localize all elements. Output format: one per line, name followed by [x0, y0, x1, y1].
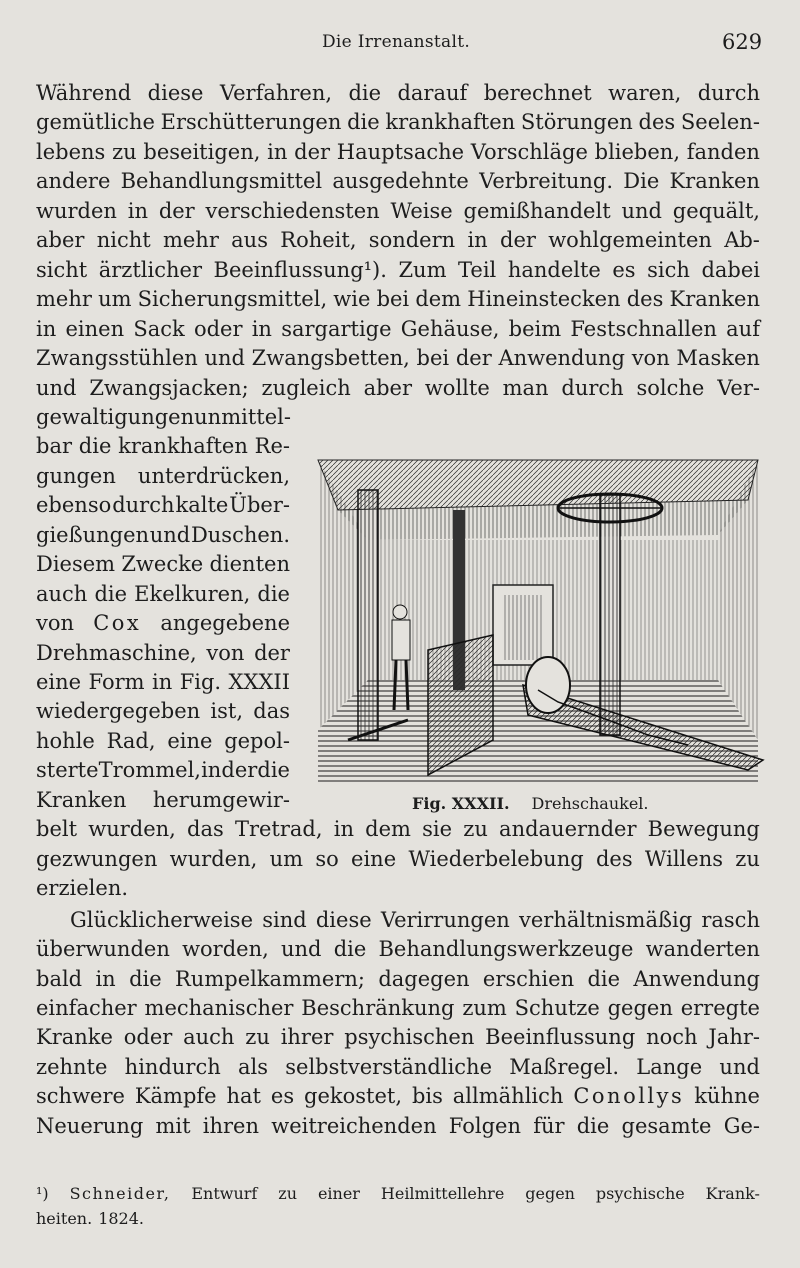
figure-caption: [412, 794, 648, 813]
text-line: Diesem Zwecke dienten: [36, 552, 290, 577]
text-line: in einen Sack oder in sargartige Gehäuse, beim Festschnallen auf: [36, 316, 760, 341]
text-line: mehr um Sicherungsmittel, wie bei dem Hineinstecken des Kranken: [36, 287, 760, 312]
text-line: andere Behandlungsmittel ausgedehnte Verbreitung. Die Kranken: [36, 169, 760, 194]
text-line: erzielen.: [36, 876, 129, 901]
text-line: Kranke oder auch zu ihrer psychischen Beeinflussung noch Jahr-: [36, 1025, 760, 1050]
text-line: aber nicht mehr aus Roheit, sondern in der wohlgemeinten Ab-: [36, 228, 760, 253]
text-line: Drehmaschine, von der: [36, 640, 290, 665]
text-line: eine Form in Fig. XXXII: [36, 670, 290, 694]
text-line: gungen unterdrücken,: [36, 463, 290, 488]
text-line: Zwangsstühlen und Zwangsbetten, bei der Anwendung von Masken: [36, 346, 760, 371]
text-line: gießungen und Duschen.: [36, 522, 290, 547]
figure-title: Drehschaukel.: [531, 794, 649, 813]
figure-number: Fig. XXXII.: [412, 794, 510, 813]
page-header: [0, 32, 800, 62]
running-title: Die Irrenanstalt.: [322, 32, 471, 52]
text-line: überwunden worden, und die Behandlungswerkzeuge wanderten: [36, 937, 760, 962]
text-line: von Cox angegebene: [36, 611, 290, 636]
footnote-line: heiten. 1824.: [36, 1209, 144, 1228]
text-line: lebens zu beseitigen, in der Hauptsache Vorschläge blieben, fanden: [36, 139, 760, 164]
text-line: Während diese Verfahren, die darauf berechnet waren, durch: [36, 81, 760, 105]
text-line: auch die Ekelkuren, die: [36, 581, 290, 606]
text-line: gemütliche Erschütterungen die krankhaften Störungen des Seelen-: [36, 110, 760, 135]
text-line: gezwungen wurden, um so eine Wiederbelebung des Willens zu: [36, 846, 760, 871]
page-number: 629: [722, 30, 763, 54]
text-line: bar die krankhaften Re-: [36, 434, 290, 459]
engraving-drawing: [308, 440, 766, 792]
text-line: einfacher mechanischer Beschränkung zum Schutze gegen erregte: [36, 995, 760, 1020]
text-line: sicht ärztlicher Beeinflussung¹). Zum Teil handelte es sich dabei: [36, 257, 760, 282]
text-line: ebenso durch kalte Über-: [36, 493, 290, 518]
text-line: hohle Rad, eine gepol-: [36, 728, 290, 753]
text-line: und Zwangsjacken; zugleich aber wollte man durch solche Ver-: [36, 375, 760, 400]
footnote-line: ¹) Schneider, Entwurf zu einer Heilmittellehre gegen psychische Krank-: [36, 1184, 760, 1203]
text-line: gewaltigungen unmittel-: [36, 404, 291, 429]
text-line: Kranken herumgewir-: [36, 787, 290, 812]
text-line: bald in die Rumpelkammern; dagegen erschien die Anwendung: [36, 966, 760, 991]
text-line: wiedergegeben ist, das: [36, 699, 290, 724]
text-line: schwere Kämpfe hat es gekostet, bis allmählich Conollys kühne: [36, 1084, 760, 1109]
text-line: belt wurden, das Tretrad, in dem sie zu andauernder Bewegung: [36, 817, 760, 842]
text-line: Neuerung mit ihren weitreichenden Folgen für die gesamte Ge-: [36, 1113, 760, 1138]
figure-illustration: [308, 440, 766, 792]
text-line: sterte Trommel, in der die: [36, 758, 290, 783]
text-line: zehnte hindurch als selbstverständliche Maßregel. Lange und: [36, 1054, 760, 1079]
text-line: wurden in der verschiedensten Weise gemißhandelt und gequält,: [36, 198, 760, 223]
text-line: Glücklicherweise sind diese Verirrungen verhältnismäßig rasch: [70, 907, 760, 932]
